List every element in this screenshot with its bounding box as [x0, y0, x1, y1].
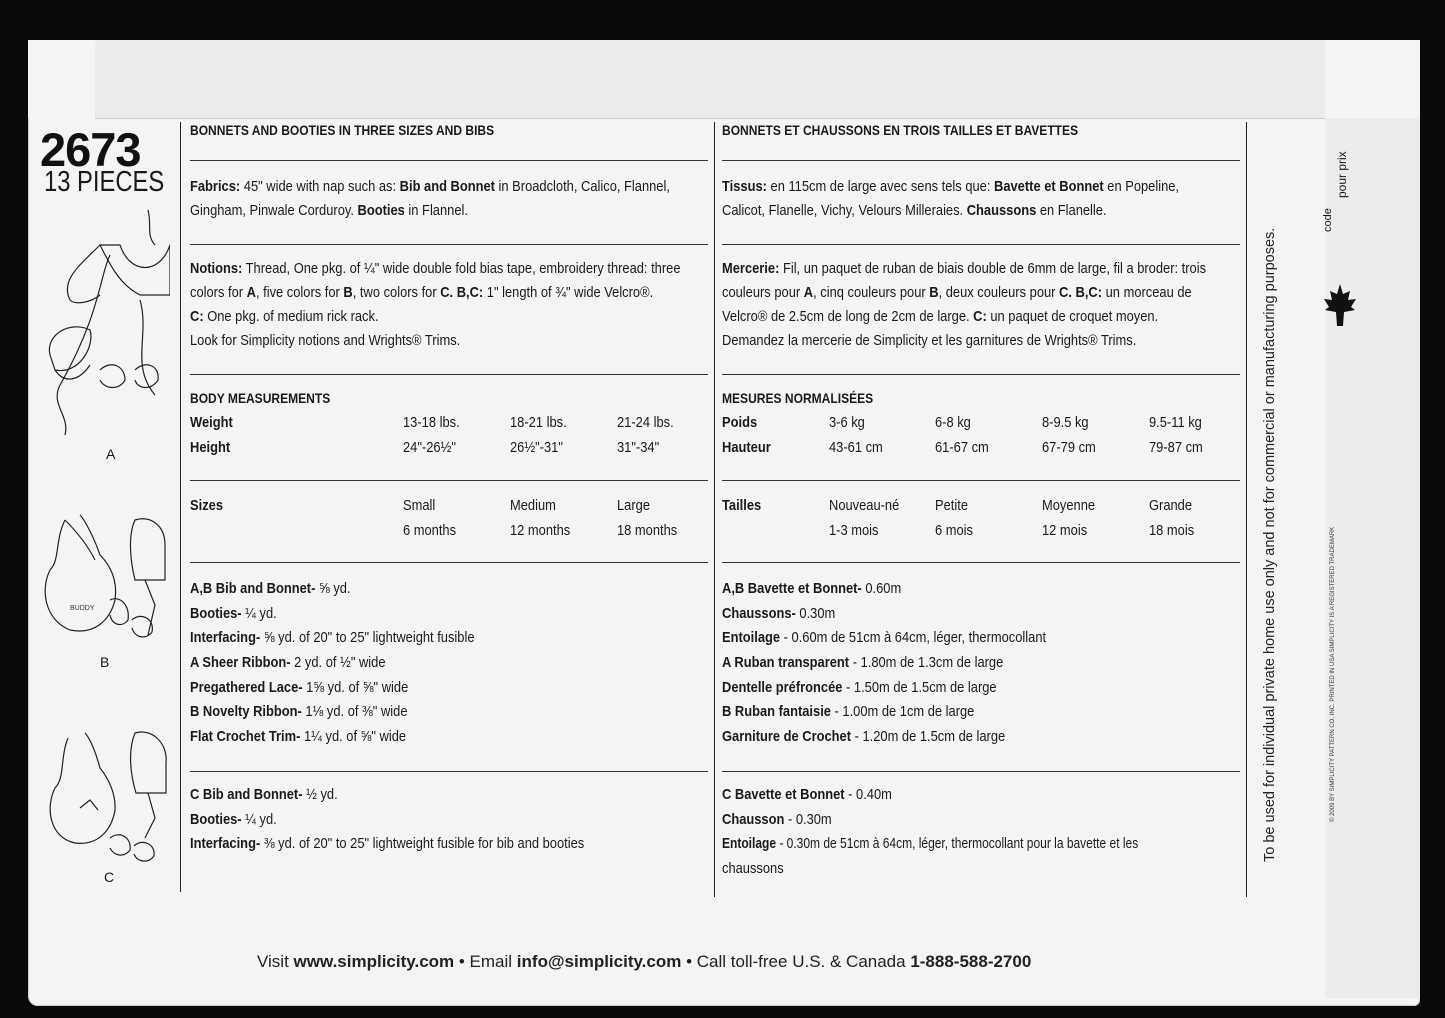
mercerie-2e: , deux couleurs pour: [938, 284, 1060, 301]
envelope-flap: [95, 40, 1325, 119]
yardage-label: Chausson: [722, 811, 785, 828]
yardage-label: B Ruban fantaisie: [722, 703, 831, 720]
yardage-value: ⅜ yd. of 20" to 25" lightweight fusible for bib and booties: [260, 835, 585, 852]
en-sizes-label: Sizes: [190, 497, 223, 514]
yardage-value: - 0.40m: [844, 786, 892, 803]
en-weight-3: 21-24 lbs.: [617, 414, 674, 431]
divider-left: [180, 122, 181, 892]
notions-2a: colors for: [190, 284, 247, 301]
fr-age-4: 18 mois: [1149, 522, 1195, 539]
notions-2d: B: [343, 284, 353, 301]
yardage-label: C Bib and Bonnet-: [190, 786, 303, 803]
en-notions-line4: Look for Simplicity notions and Wrights® Trims.: [190, 332, 461, 349]
en-weight-2: 18-21 lbs.: [510, 414, 567, 431]
yardage-label: A Sheer Ribbon-: [190, 654, 291, 671]
fr-size-3: Moyenne: [1042, 497, 1096, 514]
en-weight-1: 13-18 lbs.: [403, 414, 460, 431]
notions-2f: C. B,C:: [440, 284, 484, 301]
fr-age-1: 1-3 mois: [829, 522, 879, 539]
yardage-value: ⅝ yd. of 20" to 25" lightweight fusible: [260, 629, 475, 646]
en-notions-line1: [190, 260, 681, 277]
footer-email-label: • Email: [454, 952, 517, 971]
en-fabrics-line2: [190, 202, 468, 219]
pattern-number: 2673: [40, 123, 141, 176]
fr-rule-6: [722, 771, 1240, 772]
yardage-label: A,B Bib and Bonnet-: [190, 580, 316, 597]
flap-corner-right: [1325, 40, 1420, 118]
yardage-value: - 1.50m de 1.5cm de large: [842, 679, 997, 696]
fabrics-label: Fabrics:: [190, 178, 241, 195]
en-size-3: Large: [617, 497, 651, 514]
en-notions-line3: [190, 308, 379, 325]
phone-number: 1-888-588-2700: [910, 952, 1032, 971]
code-label: code: [1322, 208, 1334, 232]
en-rule-5: [190, 562, 708, 563]
fr-weight-4: 9.5-11 kg: [1149, 414, 1202, 431]
trademark-notice: © 2009 BY SIMPLICITY PATTERN CO. INC. PRINTED IN USA SIMPLICITY IS A REGISTERED TRADEMARK: [1330, 526, 1336, 822]
fr-mercerie-line4: Demandez la mercerie de Simplicity et les garnitures de Wrights® Trims.: [722, 332, 1137, 349]
fr-age-2: 6 mois: [935, 522, 974, 539]
fr-size-1: Nouveau-né: [829, 497, 900, 514]
contact-footer: [257, 952, 1031, 972]
fr-height-4: 79-87 cm: [1149, 439, 1203, 456]
yardage-value: ½ yd.: [302, 786, 338, 803]
fr-yardage-row: [722, 605, 835, 622]
fr-weight-3: 8-9.5 kg: [1042, 414, 1089, 431]
fr-rule-1: [722, 160, 1240, 161]
fabrics-bold-1: Bib and Bonnet: [399, 178, 495, 195]
notions-2c: , five colors for: [255, 284, 344, 301]
en-rule-4: [190, 480, 708, 481]
yardage-label: Interfacing-: [190, 835, 261, 852]
fr-yardage-row: [722, 811, 832, 828]
en-rule-6: [190, 771, 708, 772]
fr-height-3: 67-79 cm: [1042, 439, 1096, 456]
fr-age-3: 12 mois: [1042, 522, 1088, 539]
notions-text-1: Thread, One pkg. of ¼" wide double fold bias tape, embroidery thread: three: [242, 260, 681, 277]
view-b-label: B: [100, 654, 110, 670]
tissus-bold-2: Chaussons: [966, 202, 1037, 219]
yardage-value: - 0.30m de 51cm à 64cm, léger, thermocollant pour la bavette et les: [776, 835, 1139, 852]
en-rule-1: [190, 160, 708, 161]
fr-rule-3: [722, 374, 1240, 375]
en-age-3: 18 months: [617, 522, 678, 539]
tissus-label: Tissus:: [722, 178, 767, 195]
prix-label: pour prix: [1335, 151, 1349, 198]
fr-mercerie-line1: [722, 260, 1206, 277]
divider-middle: [714, 122, 715, 897]
fr-title: BONNETS ET CHAUSSONS EN TROIS TAILLES ET BAVETTES: [722, 122, 1079, 138]
notions-2g: 1" length of ¾" wide Velcro®.: [483, 284, 654, 301]
view-a-label: A: [106, 446, 116, 462]
fr-size-2: Petite: [935, 497, 968, 514]
fr-yardage-row: [722, 580, 901, 597]
notions-label: Notions:: [190, 260, 243, 277]
fr-yardage-row: [722, 679, 997, 696]
en-yardage-row: [190, 811, 277, 828]
tissus-bold-1: Bavette et Bonnet: [994, 178, 1104, 195]
view-b-illustration: [40, 510, 170, 670]
yardage-label: Entoilage: [722, 629, 781, 646]
en-yardage-row: [190, 629, 475, 646]
fabrics-bold-2: Booties: [357, 202, 405, 219]
en-yardage-row: [190, 703, 407, 720]
yardage-value: ¼ yd.: [241, 605, 277, 622]
yardage-value: 0.30m: [795, 605, 836, 622]
en-size-1: Small: [403, 497, 436, 514]
en-yardage-row: [190, 835, 584, 852]
yardage-value: - 1.00m de 1cm de large: [830, 703, 975, 720]
fabrics-text-2b: in Flannel.: [404, 202, 468, 219]
fr-rule-4: [722, 480, 1240, 481]
fr-height-label: Hauteur: [722, 439, 771, 456]
fr-size-4: Grande: [1149, 497, 1193, 514]
yardage-label: Chaussons-: [722, 605, 796, 622]
fr-yardage-row: [722, 629, 1046, 646]
fr-yardage-cont: chaussons: [722, 860, 784, 877]
notions-3a: C:: [190, 308, 204, 325]
mercerie-2b: A: [803, 284, 814, 301]
usage-notice: To be used for individual private home use only and not for commercial or manufacturing purposes.: [1262, 227, 1278, 862]
fr-body-title: MESURES NORMALISÉES: [722, 390, 874, 406]
tissus-text-2b: en Flanelle.: [1036, 202, 1107, 219]
en-weight-label: Weight: [190, 414, 233, 431]
divider-right: [1246, 122, 1247, 897]
yardage-label: Entoilage: [722, 835, 777, 852]
fr-rule-5: [722, 562, 1240, 563]
tissus-text-2: Calicot, Flanelle, Vichy, Velours Milleraies.: [722, 202, 967, 219]
fr-rule-2: [722, 244, 1240, 245]
en-body-title: BODY MEASUREMENTS: [190, 390, 331, 406]
mercerie-label: Mercerie:: [722, 260, 780, 277]
footer-call-label: • Call toll-free U.S. & Canada: [681, 952, 911, 971]
fr-mercerie-line2: [722, 284, 1192, 301]
mercerie-3b: C:: [973, 308, 987, 325]
yardage-value: 0.60m: [861, 580, 902, 597]
mercerie-2g: un morceau de: [1102, 284, 1192, 301]
yardage-label: Booties-: [190, 605, 242, 622]
yardage-value: - 0.60m de 51cm à 64cm, léger, thermocollant: [780, 629, 1047, 646]
notions-3b: One pkg. of medium rick rack.: [203, 308, 379, 325]
website-link[interactable]: www.simplicity.com: [293, 952, 455, 971]
yardage-value: ¼ yd.: [241, 811, 277, 828]
yardage-label: Dentelle préfroncée: [722, 679, 843, 696]
en-yardage-row: [190, 679, 408, 696]
yardage-label: A,B Bavette et Bonnet-: [722, 580, 862, 597]
fabrics-text-1b: in Broadcloth, Calico, Flannel,: [494, 178, 670, 195]
en-rule-3: [190, 374, 708, 375]
footer-visit: Visit: [257, 952, 294, 971]
pieces-count: 13 PIECES: [44, 166, 165, 198]
notions-2e: , two colors for: [352, 284, 441, 301]
fr-yardage-row: [722, 654, 1003, 671]
yardage-label: Garniture de Crochet: [722, 728, 852, 745]
yardage-value: - 1.80m de 1.3cm de large: [849, 654, 1004, 671]
en-yardage-row: [190, 786, 338, 803]
fr-tissus-line2: [722, 202, 1107, 219]
mercerie-2d: B: [929, 284, 939, 301]
fr-mercerie-line3: [722, 308, 1158, 325]
en-rule-2: [190, 244, 708, 245]
en-size-2: Medium: [510, 497, 556, 514]
en-height-2: 26½"-31": [510, 439, 563, 456]
en-yardage-row: [190, 654, 386, 671]
en-height-3: 31"-34": [617, 439, 660, 456]
en-fabrics-line1: [190, 178, 670, 195]
email-link[interactable]: info@simplicity.com: [516, 952, 682, 971]
yardage-value: 1⅝ yd. of ⅝" wide: [302, 679, 409, 696]
fr-yardage-row: [722, 703, 974, 720]
mercerie-2f: C. B,C:: [1059, 284, 1103, 301]
en-title: BONNETS AND BOOTIES IN THREE SIZES AND BIBS: [190, 122, 495, 138]
maple-leaf-icon: [1322, 282, 1358, 328]
view-c-illustration: [40, 728, 170, 878]
mercerie-2c: , cinq couleurs pour: [813, 284, 930, 301]
fr-yardage-row: [722, 835, 1138, 852]
en-height-1: 24"-26½": [403, 439, 456, 456]
view-a-illustration: [40, 205, 170, 445]
en-height-label: Height: [190, 439, 231, 456]
mercerie-3a: Velcro® de 2.5cm de long de 2cm de large.: [722, 308, 974, 325]
yardage-value: ⅝ yd.: [315, 580, 351, 597]
fabrics-text-1: 45" wide with nap such as:: [240, 178, 400, 195]
yardage-label: C Bavette et Bonnet: [722, 786, 845, 803]
mercerie-text-1: Fil, un paquet de ruban de biais double de 6mm de large, fil a broder: trois: [779, 260, 1207, 277]
view-c-label: C: [104, 869, 115, 885]
fr-weight-label: Poids: [722, 414, 758, 431]
fr-sizes-label: Tailles: [722, 497, 762, 514]
fr-height-1: 43-61 cm: [829, 439, 883, 456]
fr-height-2: 61-67 cm: [935, 439, 989, 456]
yardage-value: 2 yd. of ½" wide: [290, 654, 386, 671]
en-yardage-row: [190, 580, 351, 597]
flap-corner-left: [28, 40, 98, 118]
fr-weight-1: 3-6 kg: [829, 414, 865, 431]
tissus-text-1b: en Popeline,: [1103, 178, 1180, 195]
yardage-label: Interfacing-: [190, 629, 261, 646]
fabrics-text-2: Gingham, Pinwale Corduroy.: [190, 202, 358, 219]
fr-yardage-row: [722, 728, 1005, 745]
en-notions-line2: [190, 284, 653, 301]
yardage-value: 1¼ yd. of ⅝" wide: [300, 728, 407, 745]
en-age-2: 12 months: [510, 522, 571, 539]
notions-2b: A: [246, 284, 256, 301]
yardage-label: B Novelty Ribbon-: [190, 703, 302, 720]
yardage-label: Pregathered Lace-: [190, 679, 303, 696]
yardage-label: Flat Crochet Trim-: [190, 728, 301, 745]
yardage-value: - 0.30m: [784, 811, 832, 828]
fr-weight-2: 6-8 kg: [935, 414, 971, 431]
en-yardage-row: [190, 605, 277, 622]
yardage-value: 1⅛ yd. of ⅜" wide: [301, 703, 408, 720]
envelope-side-strip: [1325, 118, 1420, 998]
fr-tissus-line1: [722, 178, 1179, 195]
svg-text:BUDDY: BUDDY: [70, 605, 95, 612]
mercerie-3c: un paquet de croquet moyen.: [986, 308, 1159, 325]
en-yardage-row: [190, 728, 406, 745]
yardage-value: - 1.20m de 1.5cm de large: [851, 728, 1006, 745]
tissus-text-1: en 115cm de large avec sens tels que:: [766, 178, 995, 195]
yardage-label: A Ruban transparent: [722, 654, 850, 671]
en-age-1: 6 months: [403, 522, 457, 539]
yardage-label: Booties-: [190, 811, 242, 828]
mercerie-2a: couleurs pour: [722, 284, 804, 301]
fr-yardage-row: [722, 786, 892, 803]
